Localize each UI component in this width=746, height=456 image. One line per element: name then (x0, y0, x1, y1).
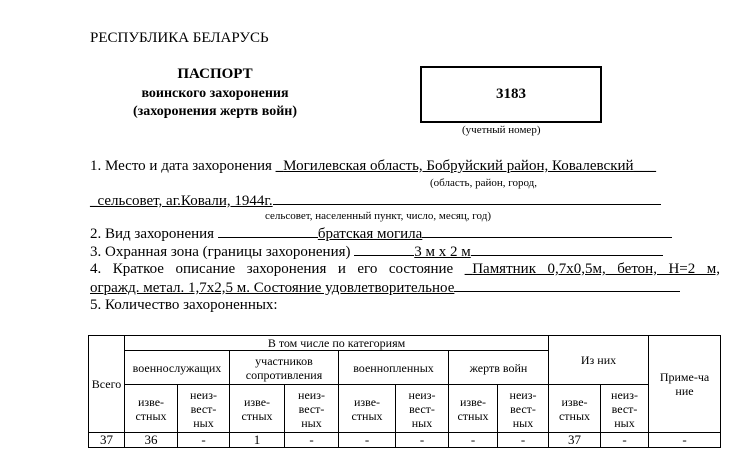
burial-type-value: братская могила (317, 226, 423, 242)
field-1-hint: (область, район, город, (430, 177, 537, 189)
field-1-line2: _сельсовет, аг.Ковали, 1944г. (90, 192, 661, 210)
cell: - (449, 433, 498, 448)
header-unknown: неиз-вест-ных (178, 385, 230, 433)
registry-number-box (420, 66, 602, 123)
header-known: изве-стных (125, 385, 178, 433)
header-unknown: неиз-вест-ных (601, 385, 649, 433)
cell: - (396, 433, 449, 448)
protection-zone-value: 3 м х 2 м (414, 244, 471, 260)
header-known: изве-стных (230, 385, 285, 433)
header-known: изве-стных (449, 385, 498, 433)
field-4: 4. Краткое описание захоронения и его состояние _Памятник 0,7х0,5м, бетон, Н=2 м, (90, 261, 720, 277)
passport-subtitle: воинского захоронения (141, 86, 289, 101)
description-value-2: огражд. метал. 1,7х2,5 м. Состояние удовлетворительное (90, 280, 455, 296)
cell: 36 (125, 433, 178, 448)
header-category-war-victims: жертв войн (449, 351, 549, 385)
registry-number: 3183 (496, 86, 526, 102)
field-3: 3. Охранная зона (границы захоронения) 3 м х 2 м (90, 243, 663, 261)
field-5: 5. Количество захороненных: (90, 297, 278, 313)
cell: - (498, 433, 549, 448)
field-1: 1. Место и дата захоронения _Могилевская область, Бобруйский район, Ковалевский___ (90, 158, 657, 174)
header-of-them: Из них (549, 336, 649, 385)
field-2: 2. Вид захоронения братская могила (90, 225, 672, 243)
cell: 1 (230, 433, 285, 448)
cell: - (178, 433, 230, 448)
passport-title: ПАСПОРТ (177, 66, 253, 82)
header-known: изве-стных (549, 385, 601, 433)
country-heading: РЕСПУБЛИКА БЕЛАРУСЬ (90, 30, 269, 46)
header-unknown: неиз-вест-ных (396, 385, 449, 433)
header-unknown: неиз-вест-ных (498, 385, 549, 433)
cell: - (339, 433, 396, 448)
passport-subtitle-2: (захоронения жертв войн) (132, 104, 297, 119)
burials-count-table (88, 335, 721, 448)
burial-place-value-2: сельсовет, аг.Ковали, 1944г. (97, 193, 273, 209)
table-row (89, 433, 721, 448)
header-by-category: В том числе по категориям (125, 336, 549, 351)
header-note: Приме-чание (649, 336, 721, 433)
header-category-servicemen: военнослужащих (125, 351, 230, 385)
header-category-resistance: участников сопротивления (230, 351, 339, 385)
header-unknown: неиз-вест-ных (285, 385, 339, 433)
cell-total: 37 (89, 433, 125, 448)
field-4-line2 (90, 279, 680, 297)
burial-place-value: Могилевская область, Бобруйский район, Ковалевский (283, 158, 634, 174)
cell: - (601, 433, 649, 448)
cell: - (285, 433, 339, 448)
header-total: Всего (89, 336, 125, 433)
header-category-pow: военнопленных (339, 351, 449, 385)
cell: 37 (549, 433, 601, 448)
registry-caption: (учетный номер) (462, 124, 541, 136)
header-known: изве-стных (339, 385, 396, 433)
description-value: Памятник 0,7х0,5м, бетон, Н=2 м, (472, 261, 720, 277)
field-1-hint-2: сельсовет, населенный пункт, число, месяц, год) (265, 210, 491, 222)
cell-note: - (649, 433, 721, 448)
